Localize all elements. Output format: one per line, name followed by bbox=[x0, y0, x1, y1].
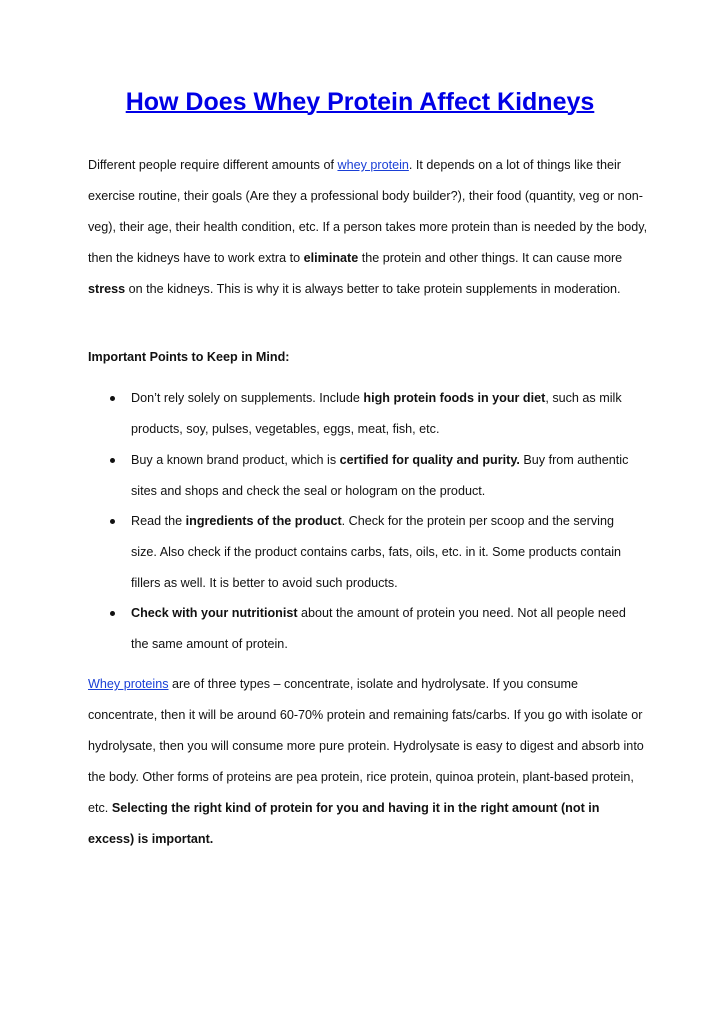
bullet-text: . Check for the protein per scoop and the serving size. Also check if the product contains carbs, fats, oils, etc. in it. Some products contain fillers as well. It is better to avoid such products. bbox=[131, 514, 621, 590]
bullet-text: , such as milk products, soy, pulses, vegetables, eggs, meat, fish, etc. bbox=[131, 391, 622, 436]
intro-text-2: . It depends on a lot of things like their exercise routine, their goals (Are they a professional body builder?), their food (quantity, veg or non-veg), their age, their health condition, etc. If a person takes more protein than is needed by the body, then the kidneys have to work extra to bbox=[88, 158, 648, 265]
bullet-bold: ingredients of the product bbox=[185, 514, 342, 528]
bullet-text: Don’t rely solely on supplements. Include bbox=[131, 391, 364, 405]
intro-text-4: on the kidneys. This is why it is always better to take protein supplements in moderation. bbox=[125, 282, 621, 296]
types-paragraph bbox=[88, 669, 648, 855]
page-title bbox=[0, 84, 720, 120]
bullet-item-2 bbox=[131, 445, 641, 507]
whey-protein-link[interactable]: whey protein bbox=[337, 158, 409, 172]
bullet-dot bbox=[110, 519, 115, 524]
bullet-bold: high protein foods in your diet bbox=[363, 391, 546, 405]
whey-proteins-link[interactable]: Whey proteins bbox=[88, 677, 169, 691]
stress-bold: stress bbox=[88, 282, 126, 296]
bullet-item-1 bbox=[131, 383, 641, 445]
intro-text-1: Different people require different amounts of bbox=[88, 158, 338, 172]
conclusion-bold: Selecting the right kind of protein for you and having it in the right amount (not in excess) is important. bbox=[88, 801, 600, 846]
points-heading: Important Points to Keep in Mind: bbox=[88, 350, 290, 364]
bullet-text: about the amount of protein you need. Not all people need the same amount of protein. bbox=[131, 606, 626, 651]
bullet-dot bbox=[110, 611, 115, 616]
bullet-text: Buy from authentic sites and shops and check the seal or hologram on the product. bbox=[131, 453, 629, 498]
bullet-text: Read the bbox=[131, 514, 186, 528]
bullet-bold: Check with your nutritionist bbox=[131, 606, 298, 620]
bullet-bold: certified for quality and purity. bbox=[339, 453, 520, 467]
title-link[interactable]: How Does Whey Protein Affect Kidneys bbox=[125, 88, 595, 116]
bullet-text: Buy a known brand product, which is bbox=[131, 453, 340, 467]
bullet-dot bbox=[110, 396, 115, 401]
bullet-dot bbox=[110, 458, 115, 463]
bullet-item-4 bbox=[131, 598, 641, 660]
intro-paragraph bbox=[88, 150, 648, 305]
intro-text-3: the protein and other things. It can cause more bbox=[358, 251, 623, 265]
eliminate-bold: eliminate bbox=[303, 251, 359, 265]
bullet-item-3 bbox=[131, 506, 641, 599]
types-text: are of three types – concentrate, isolate and hydrolysate. If you consume concentrate, then it will be around 60-70% protein and remaining fats/carbs. If you go with isolate or hydrolysate, then you will consume more pure protein. Hydrolysate is easy to digest and absorb into the body. Other forms of proteins are pea protein, rice protein, quinoa protein, plant-based protein, etc. bbox=[88, 677, 644, 815]
